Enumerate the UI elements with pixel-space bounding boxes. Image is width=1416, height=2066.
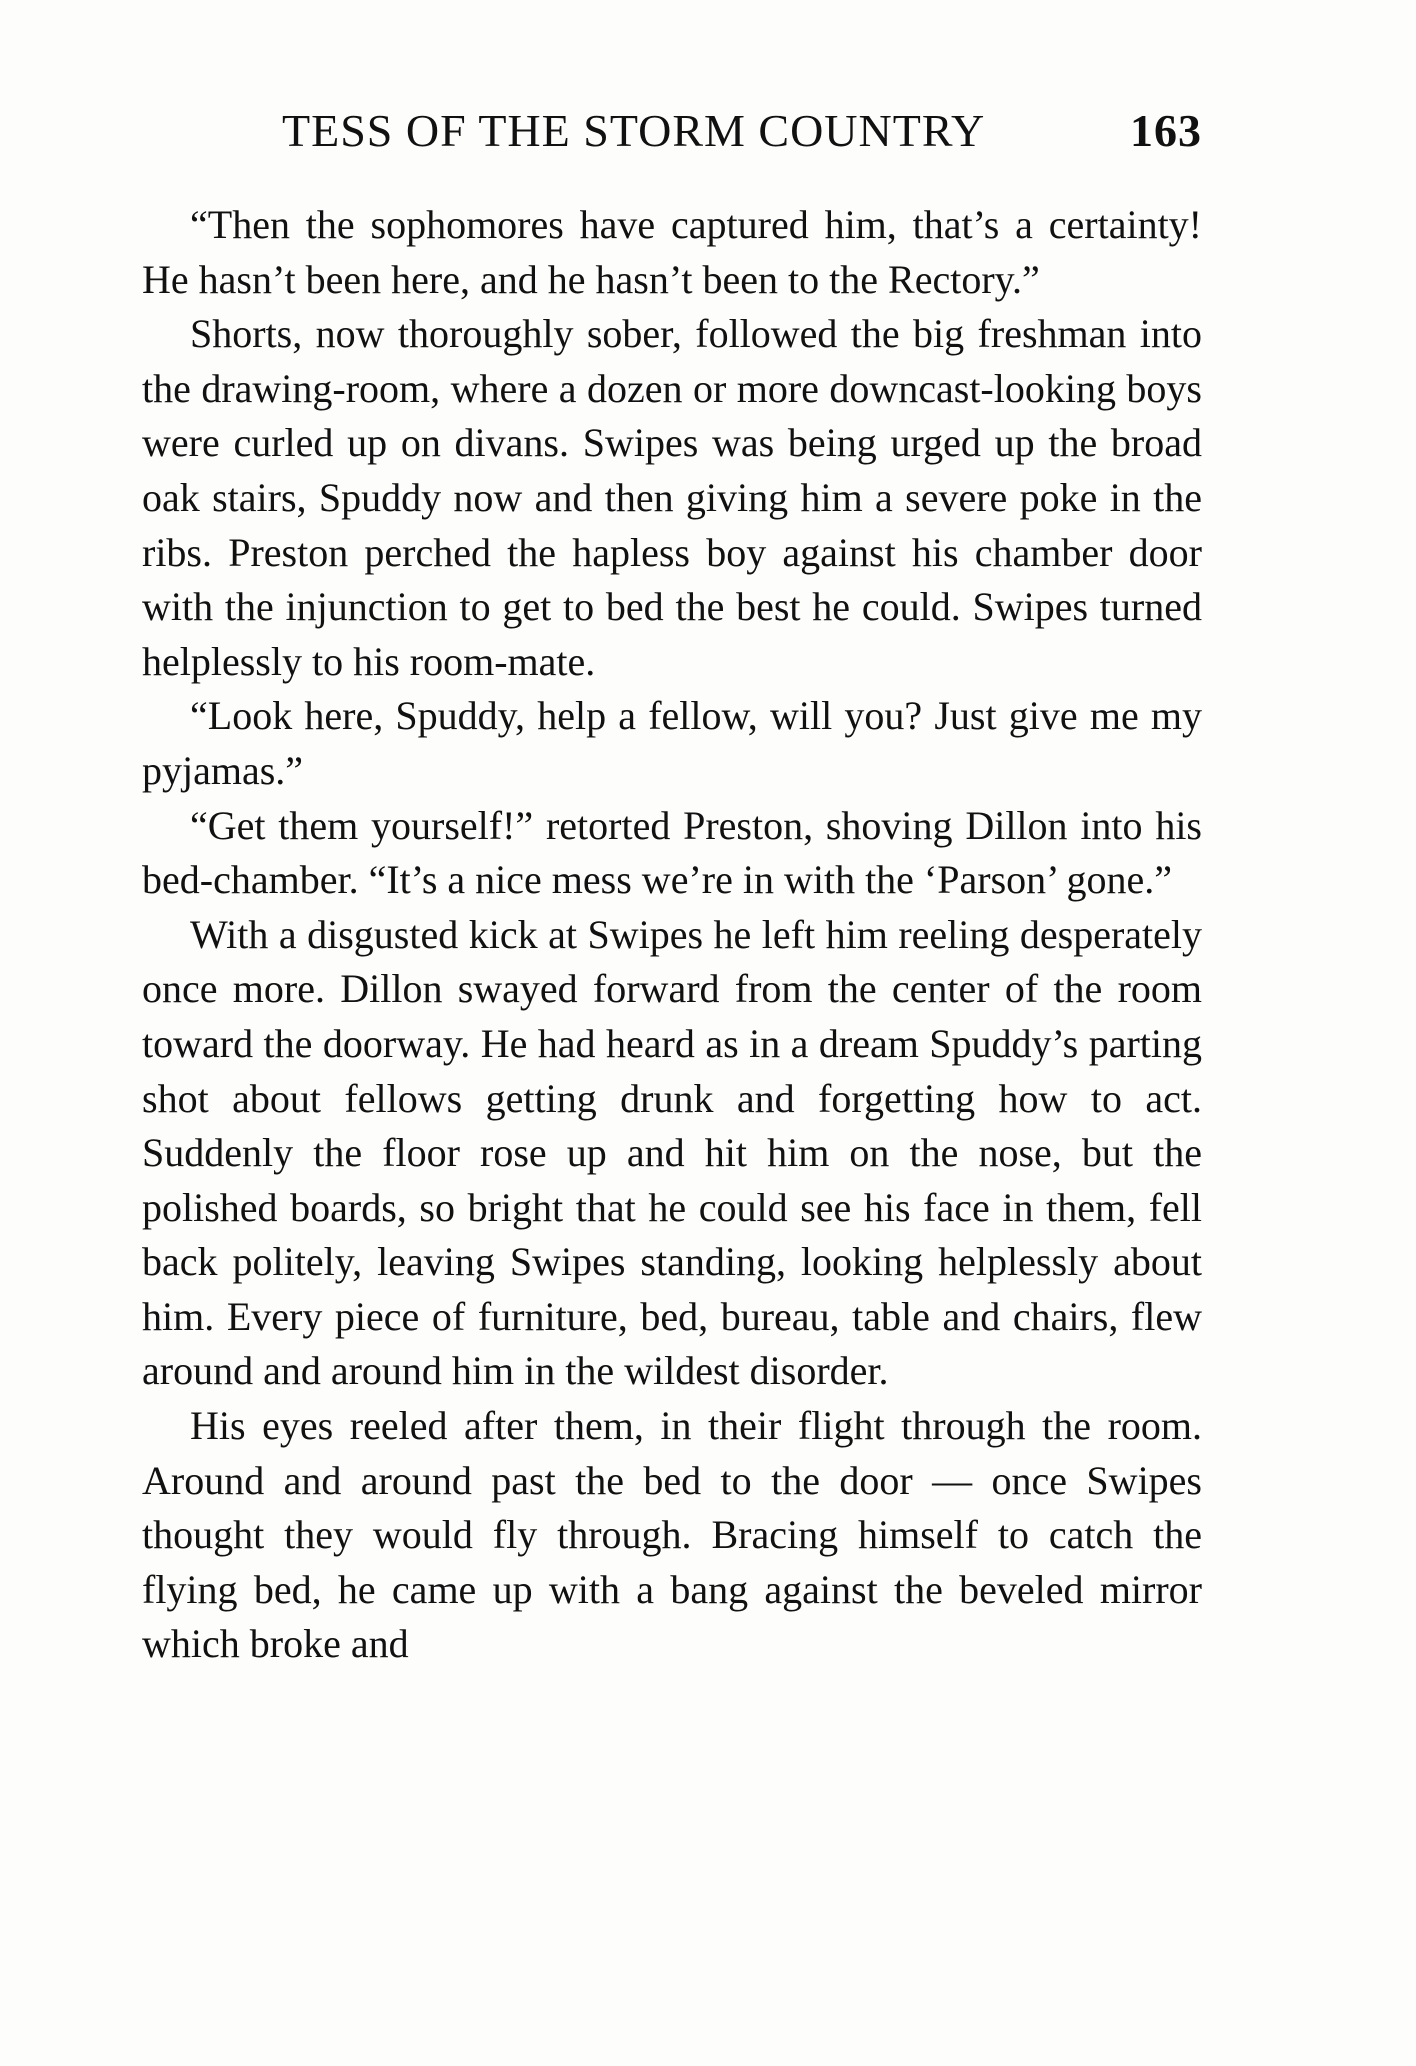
body-text	[142, 198, 1202, 1672]
paragraph: “Then the sophomores have captured him, that’s a certainty! He hasn’t been here, and he hasn’t been to the Rectory.”	[142, 202, 1202, 302]
running-head	[282, 104, 1202, 164]
paragraph: “Get them yourself!” retorted Preston, shoving Dillon into his bed-chamber. “It’s a nice mess we’re in with the ‘Parson’ gone.”	[142, 802, 1202, 903]
paragraph: His eyes reeled after them, in their flight through the room. Around and around past the bed to the door — once Swipes thought they would fly through. Bracing himself to catch the flying bed, he came up with a bang against the beveled mirror which broke and	[142, 1403, 1202, 1667]
running-title: TESS OF THE STORM COUNTRY	[282, 105, 986, 156]
paragraph: “Look here, Spuddy, help a fellow, will you? Just give me my pyjamas.”	[142, 693, 1202, 793]
paragraph: With a disgusted kick at Swipes he left him reeling desperately once more. Dillon swayed forward from the center of the room toward the doorway. He had heard as in a dream Spuddy’s parting shot about fellows getting drunk and forgetting how to act. Suddenly the floor rose up and hit him on the nose, but the polished boards, so bright that he could see his face in them, fell back politely, leaving Swipes standing, looking helplessly about him. Every piece of furniture, bed, bureau, table and chairs, flew around and around him in the wildest disorder.	[142, 911, 1202, 1394]
paragraph: Shorts, now thoroughly sober, followed the big freshman into the drawing-room, where a dozen or more downcast-looking boys were curled up on divans. Swipes was being urged up the broad oak stairs, Spuddy now and then giving him a severe poke in the ribs. Preston perched the hapless boy against his chamber door with the injunction to get to bed the best he could. Swipes turned helplessly to his room-mate.	[142, 311, 1202, 684]
page-number: 163	[1130, 105, 1202, 156]
